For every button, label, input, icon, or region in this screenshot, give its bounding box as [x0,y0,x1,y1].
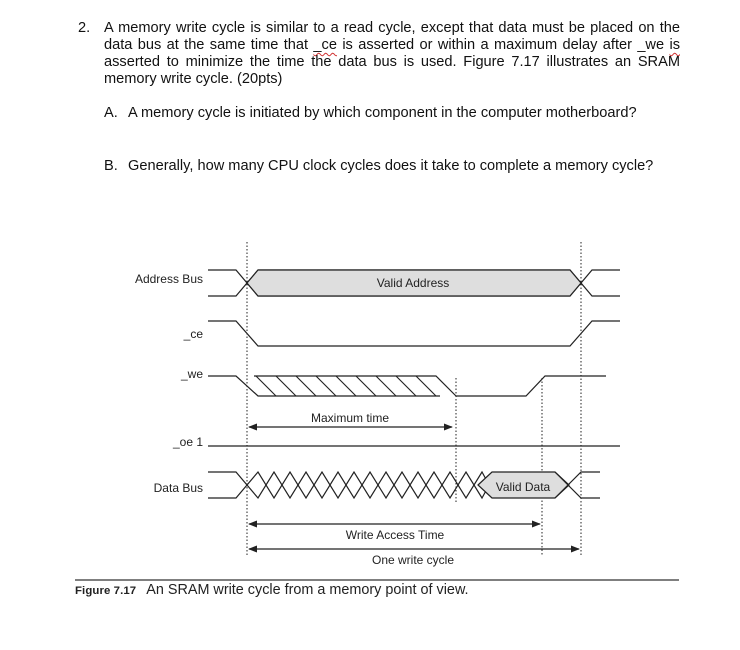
question-number: 2. [78,20,91,36]
spellcheck-ce: _ce [313,37,337,53]
write-access-time-label: Write Access Time [345,528,445,542]
maximum-time-label: Maximum time [310,411,390,425]
we-waveform [208,376,606,396]
data-bus-label: Data Bus [153,481,203,495]
ce-label: _ce [183,327,203,341]
oe-label: _oe 1 [172,435,203,449]
we-label: _we [180,367,203,381]
question-line-3: asserted to minimize the time the data bus is used. Figure 7.17 illustrates an SRAM [104,54,680,70]
spellcheck-is: is [669,37,680,53]
sub-question-a: A. A memory cycle is initiated by which component in the computer motherboard? [104,105,637,121]
ce-waveform [208,321,620,346]
valid-data-label: Valid Data [495,480,551,494]
sub-question-b: B. Generally, how many CPU clock cycles does it take to complete a memory cycle? [104,158,654,174]
question-line-4: memory write cycle. (20pts) [104,71,283,87]
figure-caption [75,582,469,598]
figure-caption-label: Figure 7.17 [75,585,137,597]
one-write-cycle-label: One write cycle [371,553,455,567]
figure-caption-text: An SRAM write cycle from a memory point of view. [146,582,469,598]
valid-address-label: Valid Address [376,276,450,290]
question-line-2: data bus at the same time that _ce is asserted or within a maximum delay after _we is [104,37,680,53]
address-bus-label: Address Bus [134,272,203,286]
question-line-1: A memory write cycle is similar to a read cycle, except that data must be placed on the [104,20,680,36]
